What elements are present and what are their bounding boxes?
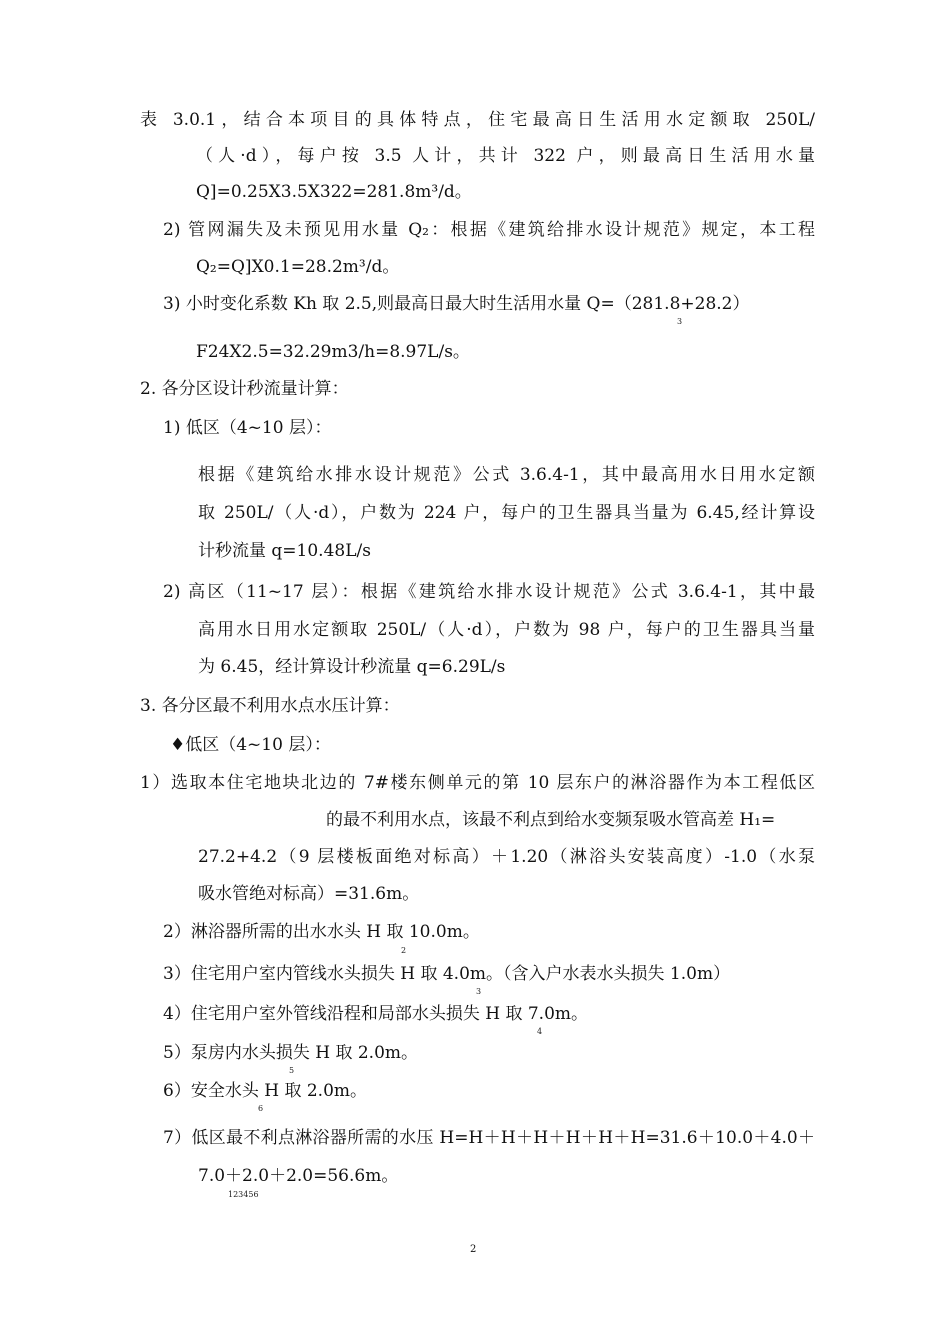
- text-line: 取 250L/（人·d），户数为 224 户，每户的卫生器具当量为 6.45,经计算设: [198, 503, 815, 523]
- page-number: 2: [470, 1244, 477, 1255]
- list-item-1: 1）选取本住宅地块北边的 7#楼东侧单元的第 10 层东户的淋浴器作为本工程低区: [140, 773, 815, 793]
- list-item-3: 3) 小时变化系数 Kh 取 2.5,则最高日最大时生活用水量 Q=（281.8+28.2）: [163, 294, 750, 314]
- list-item-5: 5）泵房内水头损失 H 取 2.0m。: [163, 1043, 419, 1063]
- text-line: 高用水日用水定额取 250L/（人·d），户数为 98 户，每户的卫生器具当量: [198, 620, 815, 640]
- text-line: 表 3.0.1，结合本项目的具体特点，住宅最高日生活用水定额取 250L/: [140, 110, 815, 130]
- text-line: 根据《建筑给水排水设计规范》公式 3.6.4-1，其中最高用水日用水定额: [198, 465, 815, 485]
- list-item-4: 4）住宅用户室外管线沿程和局部水头损失 H 取 7.0m。: [163, 1004, 589, 1024]
- formula-line: Q]=0.25X3.5X322=281.8m³/d。: [196, 182, 472, 202]
- list-item-1: 1) 低区（4~10 层）：: [163, 418, 332, 438]
- section-heading-3: 3. 各分区最不利用水点水压计算：: [140, 696, 400, 716]
- formula-line: F24X2.5=32.29m3/h=8.97L/s。: [196, 342, 470, 362]
- list-item-6: 6）安全水头 H 取 2.0m。: [163, 1081, 368, 1101]
- subscript-index: 3: [476, 987, 482, 996]
- text-line: 为 6.45，经计算设计秒流量 q=6.29L/s: [198, 657, 506, 677]
- formula-line: Q₂=Q]X0.1=28.2m³/d。: [196, 257, 400, 277]
- list-item-7: 7）低区最不利点淋浴器所需的水压 H=H＋H＋H＋H＋H＋H=31.6＋10.0＋4.0＋: [163, 1128, 815, 1148]
- subscript-index: 5: [289, 1066, 295, 1075]
- text-line: （人·d），每户按 3.5 人计，共计 322 户，则最高日生活用水量: [196, 146, 815, 166]
- subscript-index: 4: [537, 1027, 543, 1036]
- zone-heading: ♦低区（4~10 层）：: [170, 735, 331, 755]
- text-line: 的最不利用水点，该最不利点到给水变频泵吸水管高差 H₁=: [326, 810, 776, 830]
- list-item-2: 2) 管网漏失及未预见用水量 Q₂：根据《建筑给排水设计规范》规定，本工程: [163, 220, 815, 240]
- text-line: 27.2+4.2（9 层楼板面绝对标高）＋1.20（淋浴头安装高度）-1.0（水泵: [198, 847, 815, 867]
- subscript-index: 6: [258, 1104, 264, 1113]
- text-line: 吸水管绝对标高）=31.6m。: [198, 884, 420, 904]
- list-item-2: 2）淋浴器所需的出水水头 H 取 10.0m。: [163, 922, 480, 942]
- section-heading-2: 2. 各分区设计秒流量计算：: [140, 379, 349, 399]
- list-item-3: 3）住宅用户室内管线水头损失 H 取 4.0m。（含入户水表水头损失 1.0m）: [163, 964, 731, 984]
- list-item-2: 2) 高区（11~17 层）：根据《建筑给水排水设计规范》公式 3.6.4-1，其中最: [163, 582, 815, 602]
- text-line: 计秒流量 q=10.48L/s: [198, 541, 371, 561]
- text-line: 7.0＋2.0＋2.0=56.6m。: [198, 1166, 399, 1186]
- subscript-index: 123456: [228, 1190, 259, 1199]
- subscript-index: 3: [677, 317, 683, 326]
- subscript-index: 2: [401, 946, 407, 955]
